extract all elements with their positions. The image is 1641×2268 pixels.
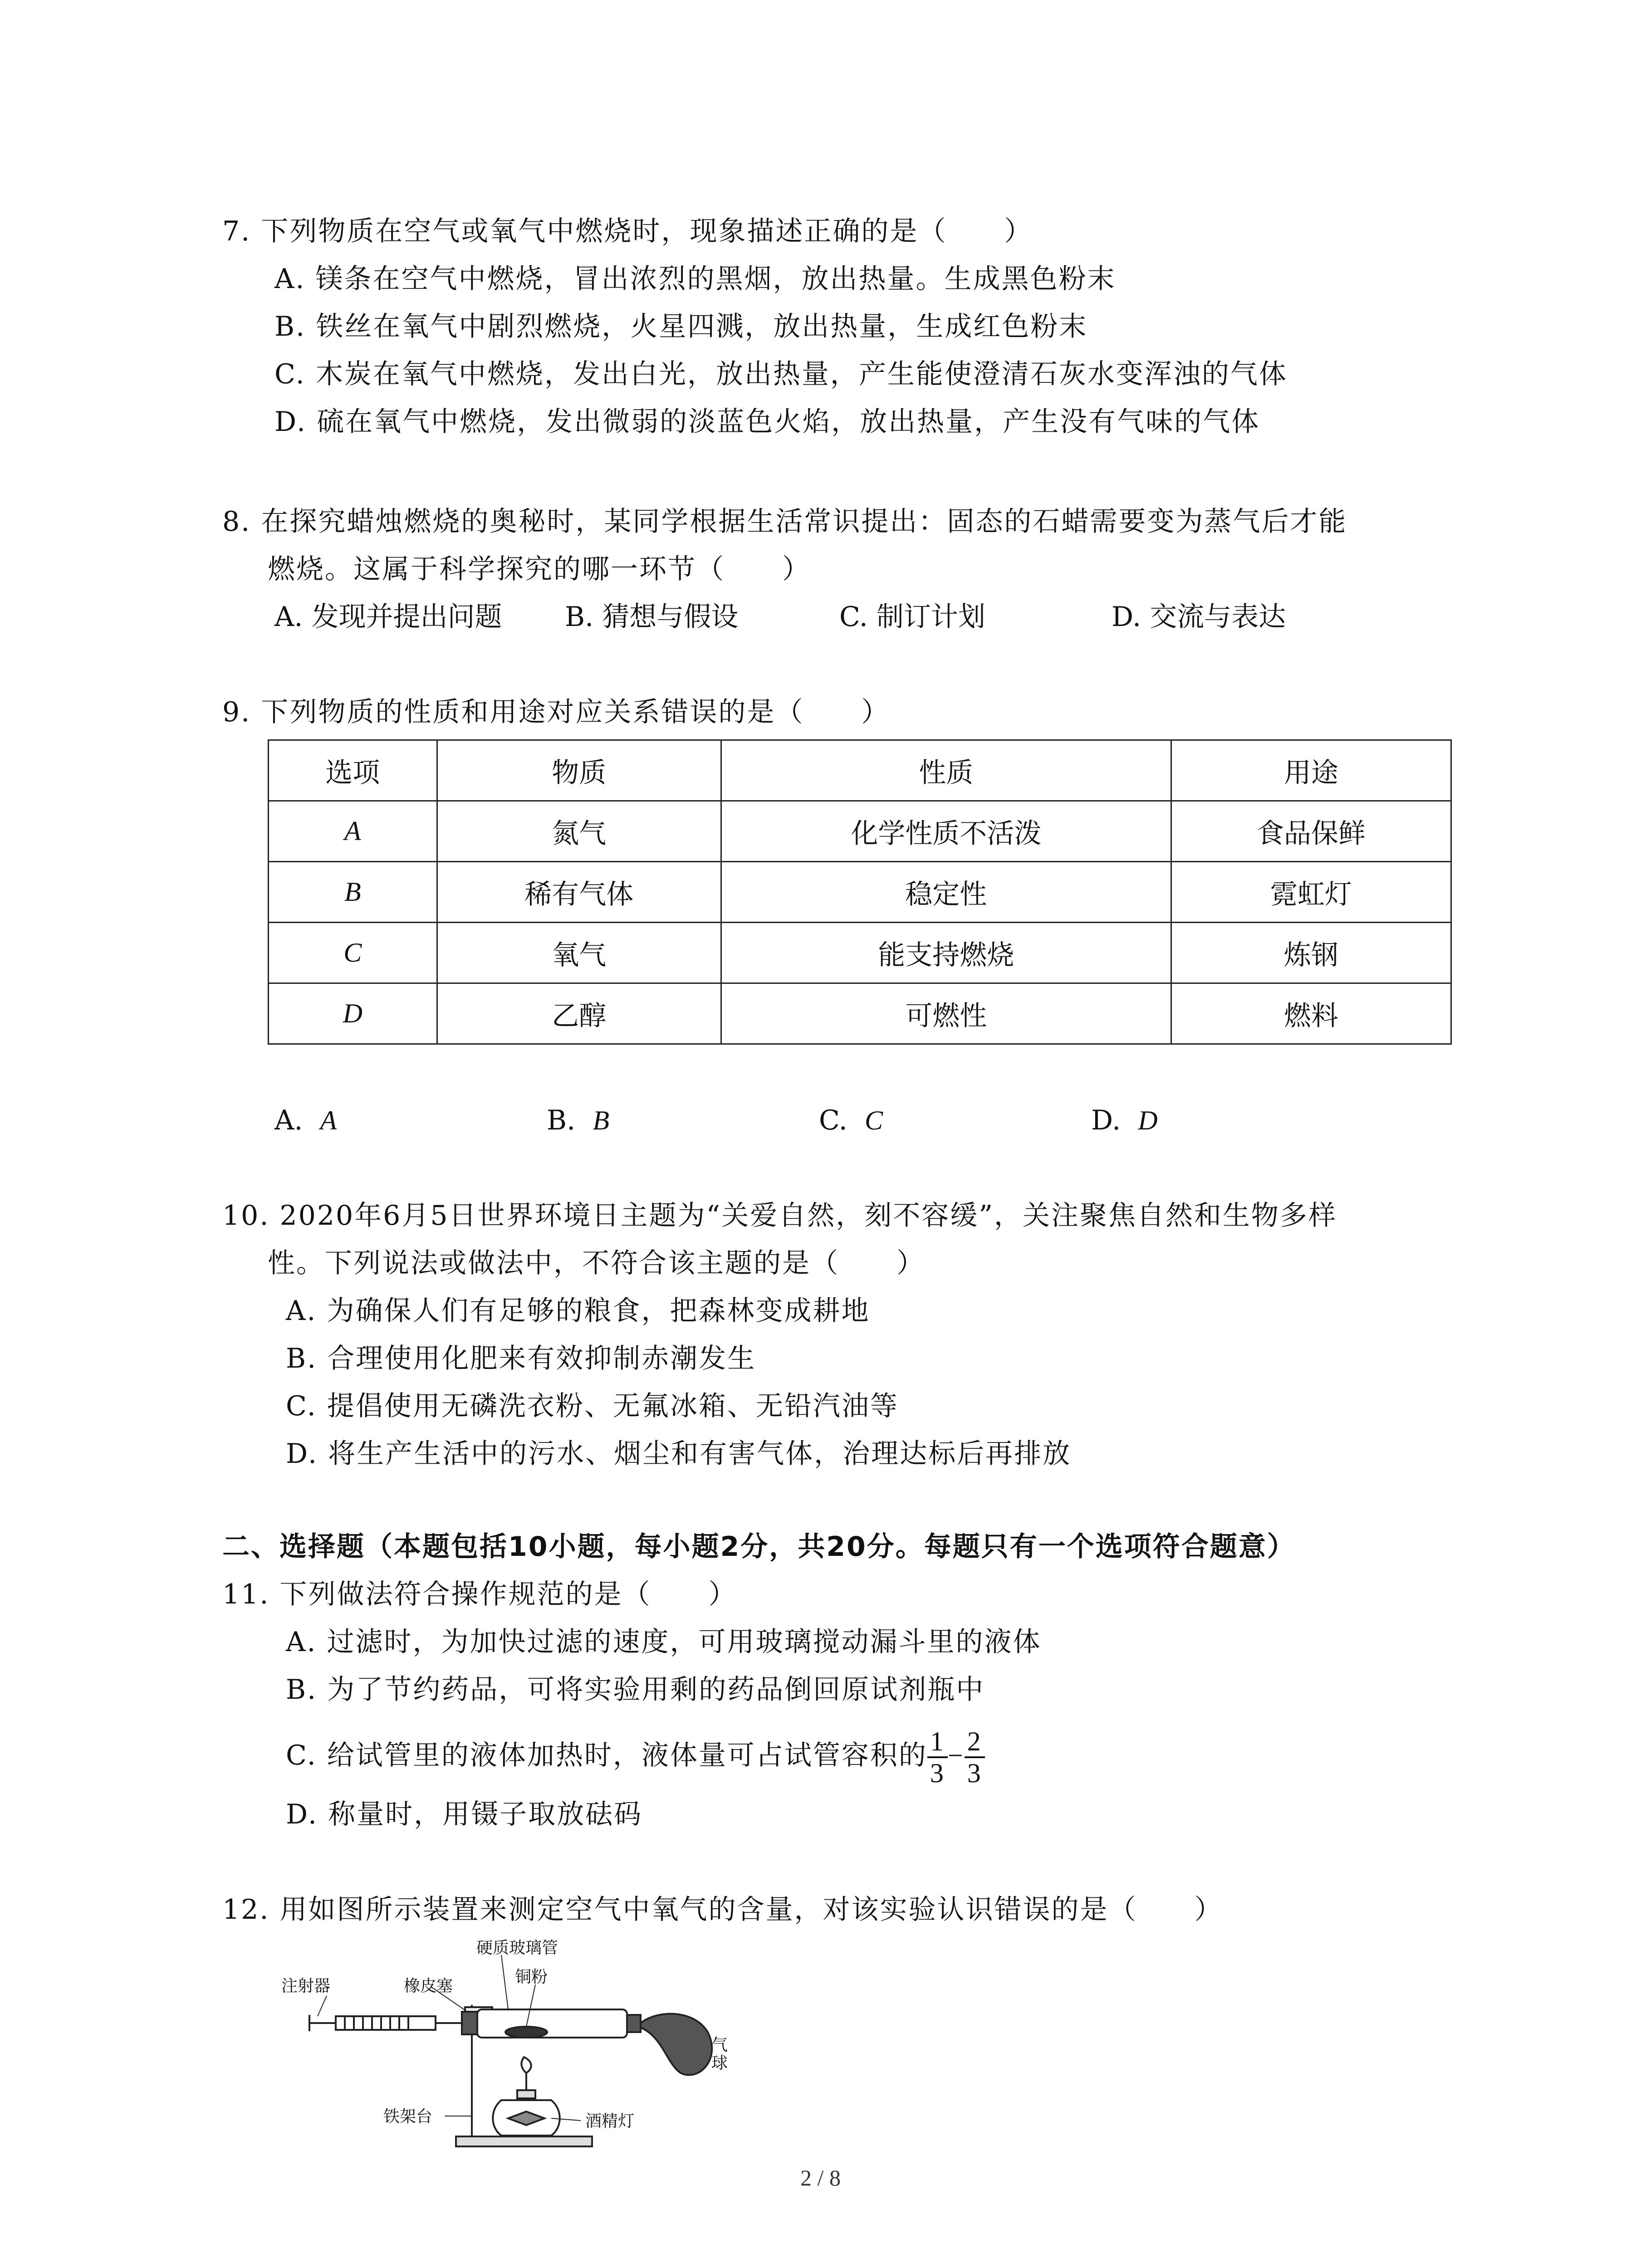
- range-dash: −: [947, 1740, 965, 1770]
- table-cell: 食品保鲜: [1171, 801, 1451, 862]
- fraction-denominator: 3: [930, 1758, 945, 1789]
- table-header: 选项: [269, 740, 437, 801]
- table-cell: 稀有气体: [437, 862, 721, 923]
- glass-tube: [477, 2009, 627, 2038]
- table-row: [269, 862, 1451, 923]
- label-copper: 铜粉: [515, 1968, 548, 1986]
- label-lamp: 酒精灯: [585, 2112, 635, 2131]
- q12-stem: 12. 用如图所示装置来测定空气中氧气的含量，对该实验认识错误的是（ ）: [222, 1894, 1223, 1926]
- alcohol-lamp-icon: [493, 2057, 560, 2136]
- q9-option-c: [819, 1102, 883, 1139]
- q10-option-a: A. 为确保人们有足够的粮食，把森林变成耕地: [286, 1295, 870, 1327]
- option-prefix: B.: [547, 1105, 576, 1136]
- q11-stem: 11. 下列做法符合操作规范的是（ ）: [222, 1579, 737, 1610]
- table-header-row: [269, 740, 1451, 801]
- label-syringe: 注射器: [281, 1977, 331, 1995]
- q11-option-a: A. 过滤时，为加快过滤的速度，可用玻璃搅动漏斗里的液体: [286, 1626, 1042, 1658]
- table-cell: 燃料: [1171, 983, 1451, 1044]
- page-number: 2 / 8: [800, 2165, 841, 2190]
- table-cell: 稳定性: [721, 862, 1171, 923]
- label-glass-tube: 硬质玻璃管: [476, 1939, 558, 1957]
- table-cell: B: [269, 862, 437, 923]
- table-cell: 氧气: [437, 923, 721, 983]
- q7-stem: 7. 下列物质在空气或氧气中燃烧时，现象描述正确的是（ ）: [222, 215, 1033, 247]
- table-cell: C: [269, 923, 437, 983]
- option-value: C: [865, 1105, 883, 1135]
- option-prefix: C.: [819, 1105, 847, 1136]
- tube-outlet: [627, 2015, 641, 2032]
- table-cell: D: [269, 983, 437, 1044]
- table-header: 物质: [437, 740, 721, 801]
- q7-option-a: A. 镁条在空气中燃烧，冒出浓烈的黑烟，放出热量。生成黑色粉末: [274, 263, 1116, 295]
- table-cell: 霓虹灯: [1171, 862, 1451, 923]
- q9-option-a: [274, 1102, 337, 1139]
- q10-stem-line2: 性。下列说法或做法中，不符合该主题的是（ ）: [268, 1247, 925, 1279]
- option-value: A: [320, 1105, 337, 1135]
- apparatus-figure: [272, 1937, 726, 2150]
- option-prefix: D.: [1091, 1105, 1121, 1136]
- option-prefix: A.: [274, 1105, 303, 1136]
- table-cell: 炼钢: [1171, 923, 1451, 983]
- option-value: D: [1138, 1105, 1158, 1135]
- table-cell: 能支持燃烧: [721, 923, 1171, 983]
- q10-option-d: D. 将生产生活中的污水、烟尘和有害气体，治理达标后再排放: [286, 1438, 1072, 1470]
- table-cell: A: [269, 801, 437, 862]
- properties-table: [268, 739, 1452, 1045]
- q10-stem-line1: 10. 2020年6月5日世界环境日主题为“关爱自然，刻不容缓”，关注聚焦自然和生物多样: [222, 1200, 1337, 1232]
- fraction-one-third: [927, 1726, 948, 1788]
- q8-option-b: B. 猜想与假设: [565, 601, 739, 633]
- label-stopper: 橡皮塞: [404, 1977, 453, 1995]
- q11-option-c: [286, 1724, 985, 1788]
- balloon-icon: [641, 2014, 712, 2075]
- q7-option-c: C. 木炭在氧气中燃烧，发出白光，放出热量，产生能使澄清石灰水变浑浊的气体: [274, 358, 1288, 390]
- table-cell: 可燃性: [721, 983, 1171, 1044]
- q7-option-d: D. 硫在氧气中燃烧，发出微弱的淡蓝色火焰，放出热量，产生没有气味的气体: [274, 406, 1260, 438]
- table-cell: 乙醇: [437, 983, 721, 1044]
- table-row: [269, 801, 1451, 862]
- fraction-denominator: 3: [967, 1758, 982, 1789]
- label-balloon-2: 球: [711, 2054, 728, 2072]
- q11-option-b: B. 为了节约药品，可将实验用剩的药品倒回原试剂瓶中: [286, 1674, 985, 1706]
- q9-option-d: [1091, 1102, 1158, 1139]
- section-heading: 二、选择题（本题包括10小题，每小题2分，共20分。每题只有一个选项符合题意）: [222, 1531, 1296, 1563]
- rubber-stopper: [462, 2012, 478, 2034]
- q11-option-d: D. 称量时，用镊子取放砝码: [286, 1799, 643, 1830]
- q8-option-c: C. 制订计划: [839, 601, 985, 633]
- q10-option-b: B. 合理使用化肥来有效抑制赤潮发生: [286, 1343, 756, 1374]
- q7-option-b: B. 铁丝在氧气中剧烈燃烧，火星四溅，放出热量，生成红色粉末: [274, 311, 1088, 342]
- table-header: 性质: [721, 740, 1171, 801]
- fraction-numerator: 1: [927, 1726, 948, 1758]
- syringe-icon: [309, 2015, 463, 2031]
- q8-option-d: D. 交流与表达: [1112, 601, 1286, 633]
- copper-powder: [505, 2027, 547, 2038]
- table-row: [269, 923, 1451, 983]
- option-value: B: [593, 1105, 609, 1135]
- q10-option-c: C. 提倡使用无磷洗衣粉、无氟冰箱、无铅汽油等: [286, 1390, 899, 1422]
- fraction-two-thirds: [965, 1726, 985, 1788]
- table-cell: 氮气: [437, 801, 721, 862]
- table-row: [269, 983, 1451, 1044]
- q8-stem-line2: 燃烧。这属于科学探究的哪一环节（ ）: [268, 553, 811, 585]
- q11-option-c-text: C. 给试管里的液体加热时，液体量可占试管容积的: [286, 1740, 927, 1771]
- label-balloon-1: 气: [711, 2036, 728, 2054]
- q9-option-b: [547, 1102, 609, 1139]
- table-cell: 化学性质不活泼: [721, 801, 1171, 862]
- stand-base: [456, 2136, 592, 2146]
- q8-option-a: A. 发现并提出问题: [274, 601, 502, 633]
- q9-stem: 9. 下列物质的性质和用途对应关系错误的是（ ）: [222, 696, 890, 728]
- label-stand: 铁架台: [383, 2107, 433, 2126]
- q8-stem-line1: 8. 在探究蜡烛燃烧的奥秘时，某同学根据生活常识提出：固态的石蜡需要变为蒸气后才能: [222, 506, 1347, 538]
- fraction-numerator: 2: [965, 1726, 985, 1758]
- table-header: 用途: [1171, 740, 1451, 801]
